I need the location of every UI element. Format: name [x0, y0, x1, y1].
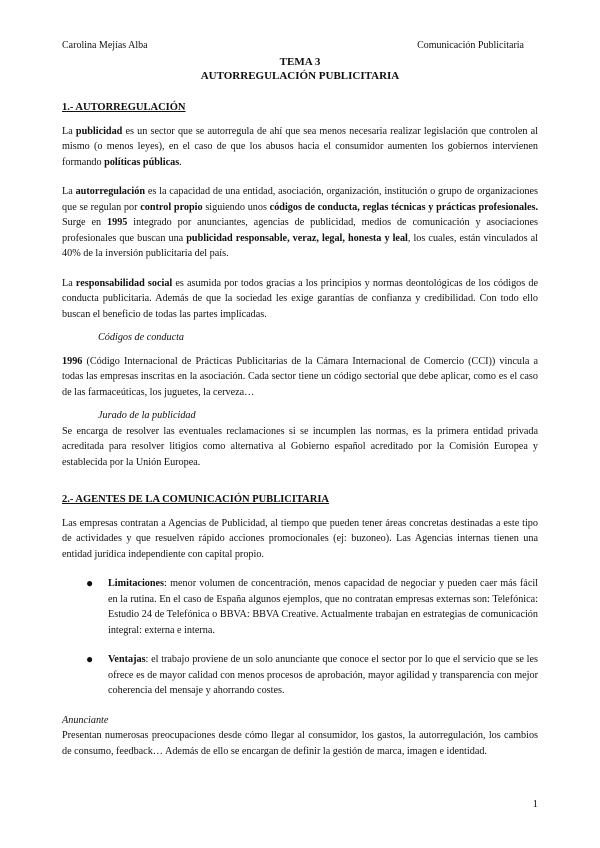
paragraph-responsabilidad-social: La responsabilidad social es asumida por todos gracias a los principios y normas deontológicas de los códigos de conducta publicitaria. Además de que la sociedad les exige garantías de confianza y credibilidad. Con todo ello buscan el beneficio de todas las partes implicadas.	[62, 277, 538, 320]
bullet-limitaciones: ● Limitaciones: menor volumen de concentración, menos capacidad de negociar y pueden caer más fácil en la rutina. En el caso de España algunos ejemplos, que no contratan empresas externas son: Telefónica: Estudio 24 de Telefónica o BBVA: BBVA Creative. Actualmente trabajan en estrategias de comunicación integral: externa e interna.	[86, 576, 538, 636]
bullet-dot-icon: ●	[86, 576, 94, 590]
section-1-heading: 1.- AUTORREGULACIÓN	[62, 102, 186, 113]
paragraph-autorregulacion: La autorregulación es la capacidad de una entidad, asociación, organización, institución o grupo de organizaciones que se regulan por control propio siguiendo unos códigos de conducta, reglas técnicas y prácticas profesionales. Surge en 1995 integrado por anunciantes, agencias de publicidad, medios de comunicación y asociaciones profesionales que buscan una publicidad responsable, veraz, legal, honesta y leal, los cuales, están vinculados al 40% de la inversión publicitaria del país.	[62, 186, 539, 259]
subheading-codigos-de-conducta: Códigos de conducta	[98, 332, 185, 343]
section-2-heading: 2.- AGENTES DE LA COMUNICACIÓN PUBLICITARIA	[62, 494, 330, 505]
paragraph-publicidad: La publicidad es un sector que se autorregula de ahí que sea menos necesaria realizar legislación que controlen al mismo (o menos leyes), en el caso de que los abusos hacia el consumidor aumenten los gobiernos intervienen formando políticas públicas.	[62, 125, 538, 168]
document-title	[62, 55, 538, 83]
page-number: 1	[532, 798, 538, 810]
title-line-1: TEMA 3	[279, 56, 321, 68]
paragraph-codigos: 1996 (Código Internacional de Prácticas Publicitarias de la Cámara Internacional de Comercio (CCI)) vincula a todas las empresas inscritas en la asociación. Cada sector tiene un código sectorial que debe aplicar, como es el caso de las farmaceúticas, los juguetes, la cerveza…	[62, 355, 538, 398]
paragraph-agentes-intro: Las empresas contratan a Agencias de Publicidad, al tiempo que pueden tener áreas concretas destinadas a este tipo de actividades y que resuelven rápido acciones promocionales (ej: buzoneo). Las Agencias internas tienen una entidad jurídica independiente con capital propio.	[62, 517, 538, 560]
paragraph-jurado: Se encarga de resolver las eventuales reclamaciones si se incumplen las normas, es la primera entidad privada acreditada para resolver litigios como alternativa al Gobierno español acreditado por la Comisión Europea y establecida por la Unión Europea.	[62, 425, 538, 468]
bullet-dot-icon: ●	[86, 652, 94, 666]
title-line-2: AUTORREGULACIÓN PUBLICITARIA	[200, 70, 400, 82]
header-author: Carolina Mejías Alba	[62, 40, 148, 51]
document-body	[62, 100, 538, 759]
subheading-jurado-publicidad: Jurado de la publicidad	[98, 410, 196, 421]
bullet-ventajas: ● Ventajas: el trabajo proviene de un solo anunciante que conoce el sector por lo que el servicio que se les ofrece es de mayor calidad con menos procesos de aprobación, mayor agilidad y transparencia con mejor coherencia del mensaje y ahorrando costes.	[86, 652, 538, 696]
paragraph-anunciante: Presentan numerosas preocupaciones desde cómo llegar al consumidor, los gastos, la autorregulación, los cambios de consumo, feedback… Además de ello se encargan de definir la gestión de marca, imagen e identidad.	[62, 730, 538, 757]
header-subject: Comunicación Publicitaria	[417, 40, 524, 51]
agentes-bullet-list	[62, 576, 538, 699]
subheading-anunciante: Anunciante	[62, 714, 109, 726]
